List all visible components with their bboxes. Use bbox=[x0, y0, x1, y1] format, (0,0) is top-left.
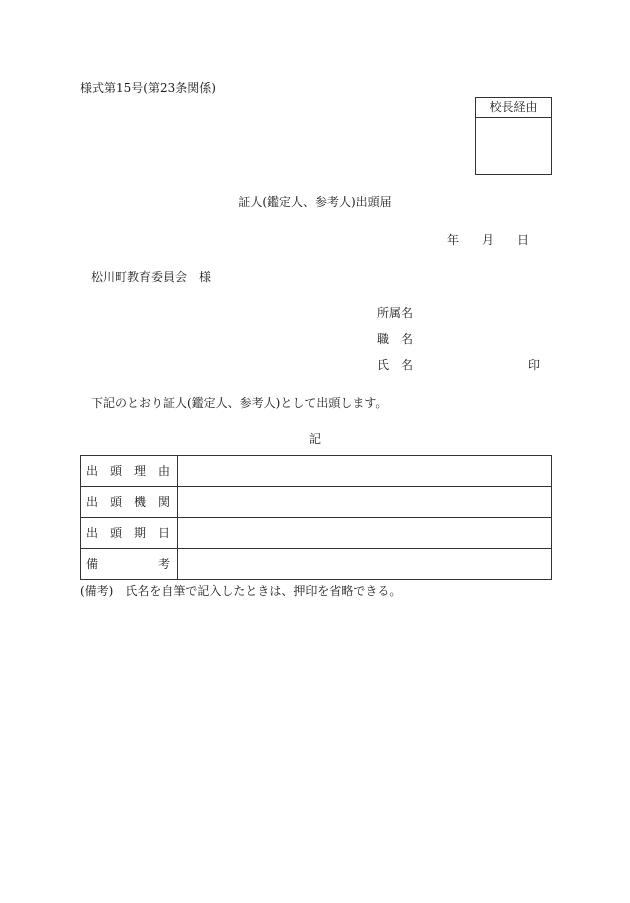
form-number: 様式第15号(第23条関係) bbox=[80, 81, 216, 95]
row-value-remarks bbox=[178, 549, 552, 580]
affiliation-label: 所属名 bbox=[377, 306, 414, 320]
row-label-date: 出 頭 期 日 bbox=[81, 518, 178, 549]
date-year-label: 年 bbox=[447, 233, 460, 247]
date-month-label: 月 bbox=[482, 233, 495, 247]
detail-table bbox=[80, 455, 552, 580]
seal-label: 印 bbox=[528, 358, 541, 372]
name-label: 氏 名 bbox=[377, 358, 414, 372]
date-day-label: 日 bbox=[517, 233, 530, 247]
row-label-remarks: 備 考 bbox=[81, 549, 178, 580]
ki-heading: 記 bbox=[309, 432, 322, 446]
table-row bbox=[81, 549, 552, 580]
footnote: (備考) 氏名を自筆で記入したときは、押印を省略できる。 bbox=[80, 584, 402, 598]
position-label: 職 名 bbox=[377, 332, 414, 346]
row-value-date bbox=[178, 518, 552, 549]
routing-box-header: 校長経由 bbox=[476, 98, 551, 118]
table-row bbox=[81, 456, 552, 487]
document-title: 証人(鑑定人、参考人)出頭届 bbox=[238, 195, 392, 209]
row-value-institution bbox=[178, 487, 552, 518]
statement: 下記のとおり証人(鑑定人、参考人)として出頭します。 bbox=[91, 396, 388, 410]
addressee: 松川町教育委員会 様 bbox=[91, 270, 212, 284]
routing-stamp-box bbox=[475, 97, 552, 175]
table-row bbox=[81, 487, 552, 518]
row-label-institution: 出 頭 機 関 bbox=[81, 487, 178, 518]
row-label-reason: 出 頭 理 由 bbox=[81, 456, 178, 487]
row-value-reason bbox=[178, 456, 552, 487]
table-row bbox=[81, 518, 552, 549]
